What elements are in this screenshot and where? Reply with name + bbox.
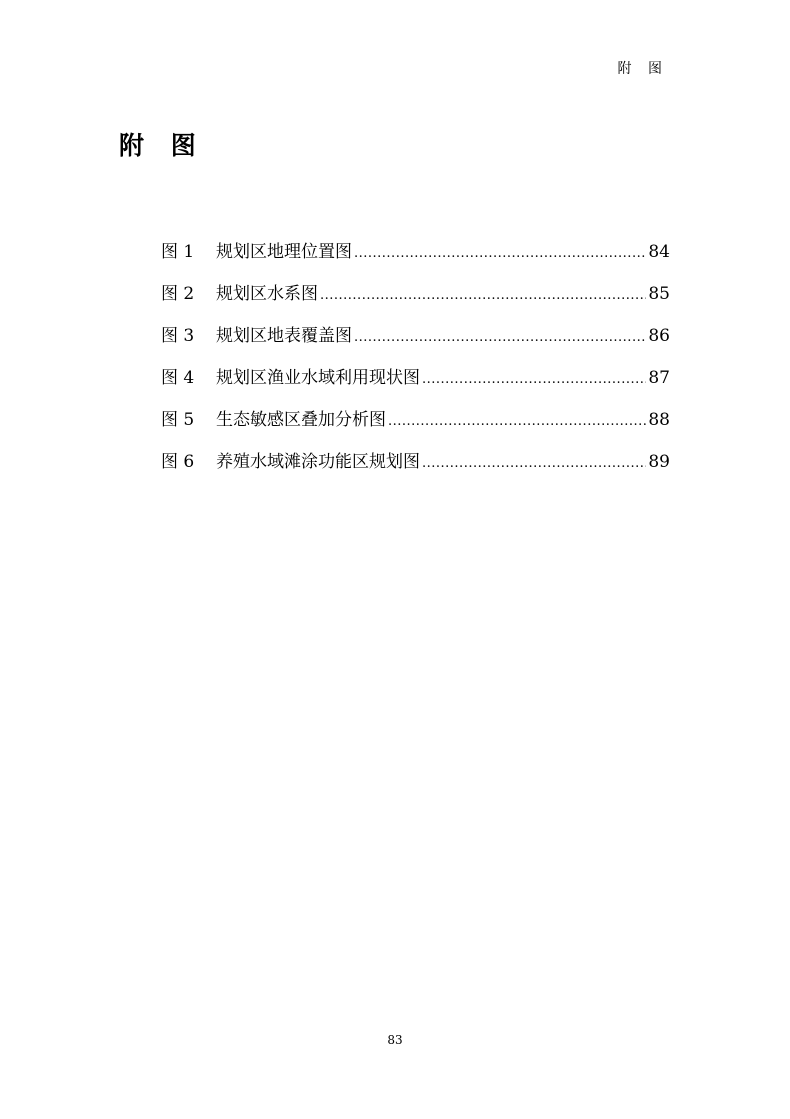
page-reference: 85: [648, 284, 670, 304]
page-title: 附 图: [119, 131, 205, 160]
page-number: 83: [387, 1033, 403, 1047]
figure-title: 规划区地表覆盖图: [216, 326, 352, 346]
figure-title: 规划区水系图: [216, 284, 318, 304]
page-reference: 87: [648, 368, 670, 388]
toc-entry[interactable]: [161, 279, 670, 321]
dot-leader: [354, 246, 646, 261]
toc-entry[interactable]: [161, 447, 670, 489]
figure-number: 图 3: [161, 326, 195, 346]
dot-leader: [422, 456, 646, 471]
page-reference: 84: [648, 242, 670, 262]
running-header: 附 图: [617, 61, 668, 77]
dot-leader: [422, 372, 646, 387]
figure-number: 图 5: [161, 410, 195, 430]
figure-list: [161, 237, 670, 489]
figure-title: 生态敏感区叠加分析图: [216, 410, 386, 430]
toc-entry[interactable]: [161, 321, 670, 363]
toc-entry[interactable]: [161, 363, 670, 405]
toc-entry[interactable]: [161, 405, 670, 447]
page-reference: 88: [648, 410, 670, 430]
page-reference: 86: [648, 326, 670, 346]
figure-number: 图 2: [161, 284, 195, 304]
figure-number: 图 6: [161, 452, 195, 472]
figure-number: 图 1: [161, 242, 195, 262]
figure-title: 规划区渔业水域利用现状图: [216, 368, 420, 388]
figure-title: 养殖水域滩涂功能区规划图: [216, 452, 420, 472]
toc-entry[interactable]: [161, 237, 670, 279]
figure-number: 图 4: [161, 368, 195, 388]
page-reference: 89: [648, 452, 670, 472]
dot-leader: [320, 288, 646, 303]
dot-leader: [388, 414, 646, 429]
figure-title: 规划区地理位置图: [216, 242, 352, 262]
dot-leader: [354, 330, 646, 345]
